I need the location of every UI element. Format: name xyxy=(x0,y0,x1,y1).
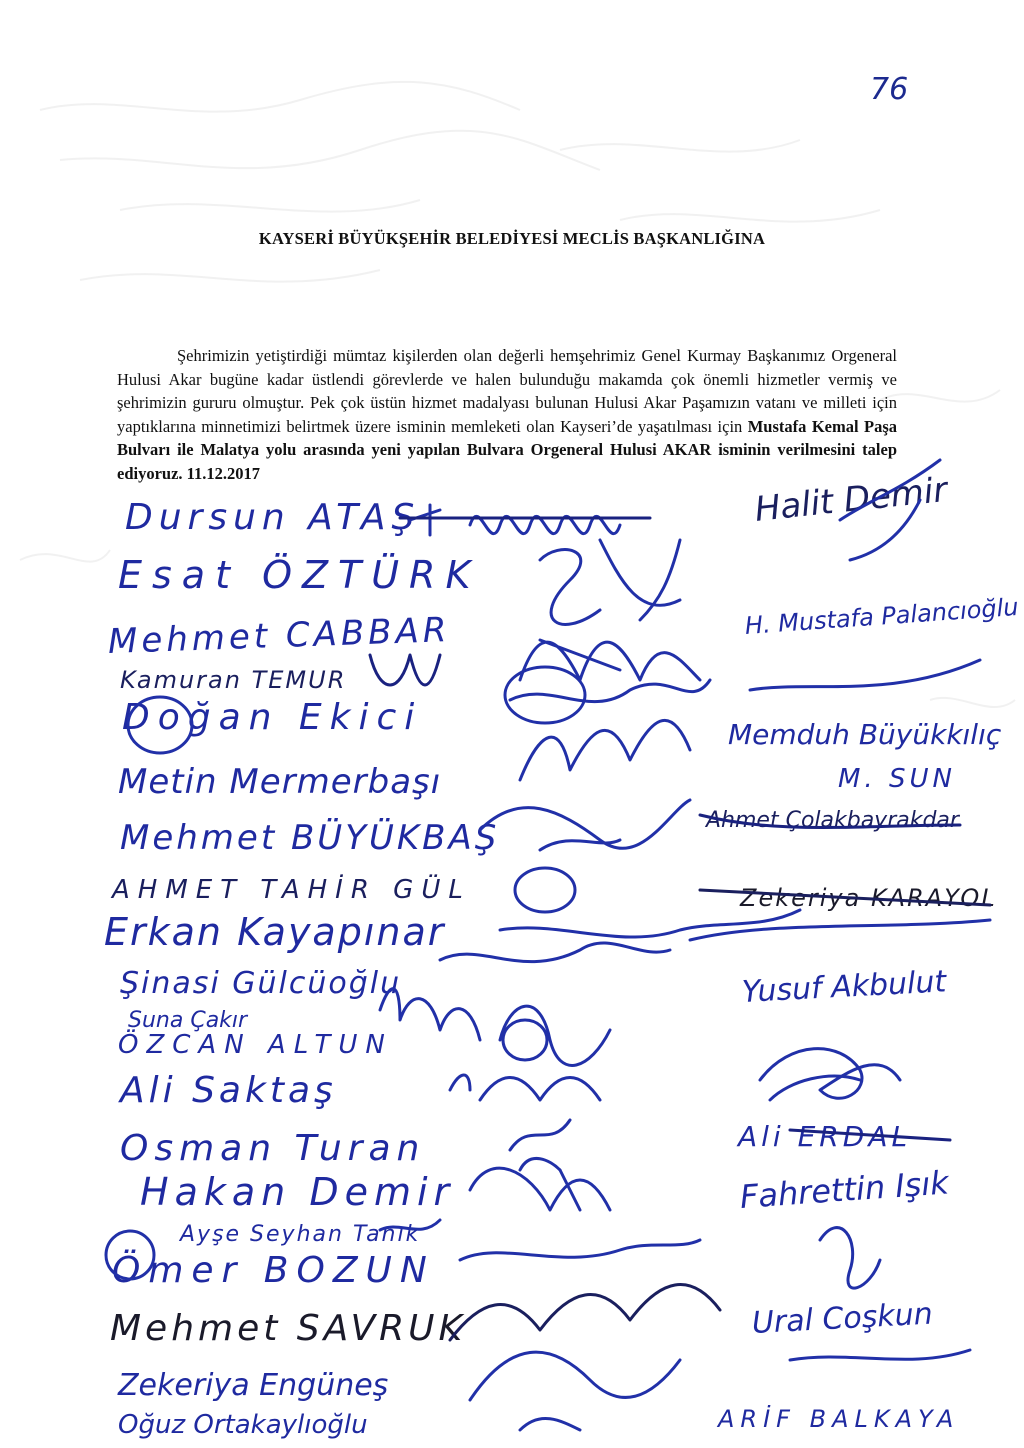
handwritten-name: Doğan Ekici xyxy=(122,697,423,738)
handwritten-name: Mehmet BÜYÜKBAŞ xyxy=(120,818,500,858)
handwritten-name: ARİF BALKAYA xyxy=(718,1405,960,1433)
handwritten-name: Hakan Demir xyxy=(140,1170,456,1214)
handwritten-name: Fahrettin Işık xyxy=(738,1163,950,1216)
handwritten-name: ÖZCAN ALTUN xyxy=(118,1030,393,1060)
petition-text: Şehrimizin yetiştirdiği mümtaz kişilerden olan değerli hemşehrimiz Genel Kurmay Başkanımız Orgeneral Hulusi Akar bugüne kadar üstlendi görevlerde ve halen bulunduğu makamda çok önemli hizmetler vermiş ve şehrimizin gururu olmuştur. Pek çok üstün hizmet madalyası bulunan Hulusi Akar Paşamızın vatanı ve milleti için yaptıklarına minnetimizi belirtmek üzere isminin memleketi olan Kayseri’de yaşatılması için xyxy=(117,346,897,436)
handwritten-name: Ahmet Çolakbayrakdar xyxy=(706,808,959,833)
handwritten-name: Osman Turan xyxy=(120,1128,426,1169)
handwritten-name: Ural Coşkun xyxy=(751,1296,934,1341)
handwritten-name: Ayşe Seyhan Tanık xyxy=(180,1222,421,1247)
document-title: KAYSERİ BÜYÜKŞEHİR BELEDİYESİ MECLİS BAŞKANLIĞINA xyxy=(258,229,766,248)
handwritten-name: Mehmet CABBAR xyxy=(107,610,452,662)
handwritten-name: M. SUN xyxy=(838,764,956,794)
handwritten-name: Ömer BOZUN xyxy=(112,1250,435,1291)
handwritten-name: Metin Mermerbaşı xyxy=(118,762,442,802)
handwritten-name: Ali Saktaş xyxy=(120,1070,337,1111)
petition-request: Mustafa Kemal Paşa Bulvarı ile Malatya yolu arasında yeni yapılan Bulvara Orgeneral Hulusi AKAR isminin verilmesini talep ediyoruz. xyxy=(117,416,897,483)
handwritten-name: Zekeriya Engüneş xyxy=(118,1368,389,1403)
handwritten-name: H. Mustafa Palancıoğlu xyxy=(744,592,1020,640)
handwritten-name: Halit Demir xyxy=(752,469,950,530)
handwritten-name: Yusuf Akbulut xyxy=(741,964,948,1010)
handwritten-name: Dursun ATAŞ xyxy=(125,497,421,538)
handwritten-name: Memduh Büyükkılıç xyxy=(728,718,1002,751)
handwritten-name: Ali ERDAL xyxy=(738,1120,912,1153)
handwritten-name: Kamuran TEMUR xyxy=(120,666,347,694)
handwritten-name: Mehmet SAVRUK xyxy=(110,1308,467,1349)
handwritten-name: Erkan Kayapınar xyxy=(104,910,446,954)
handwritten-name: Şinasi Gülcüoğlu xyxy=(120,966,402,1001)
petition-body xyxy=(117,344,897,485)
handwritten-name: Zekeriya KARAYOL xyxy=(740,884,997,912)
handwritten-name: Oğuz Ortakaylıoğlu xyxy=(118,1410,368,1440)
handwritten-name: Suna Çakır xyxy=(128,1008,248,1033)
petition-date: 11.12.2017 xyxy=(186,463,261,483)
page-number: 76 xyxy=(870,72,909,107)
handwritten-name: Esat ÖZTÜRK xyxy=(118,553,481,597)
handwritten-name: AHMET TAHİR GÜL xyxy=(112,875,471,905)
